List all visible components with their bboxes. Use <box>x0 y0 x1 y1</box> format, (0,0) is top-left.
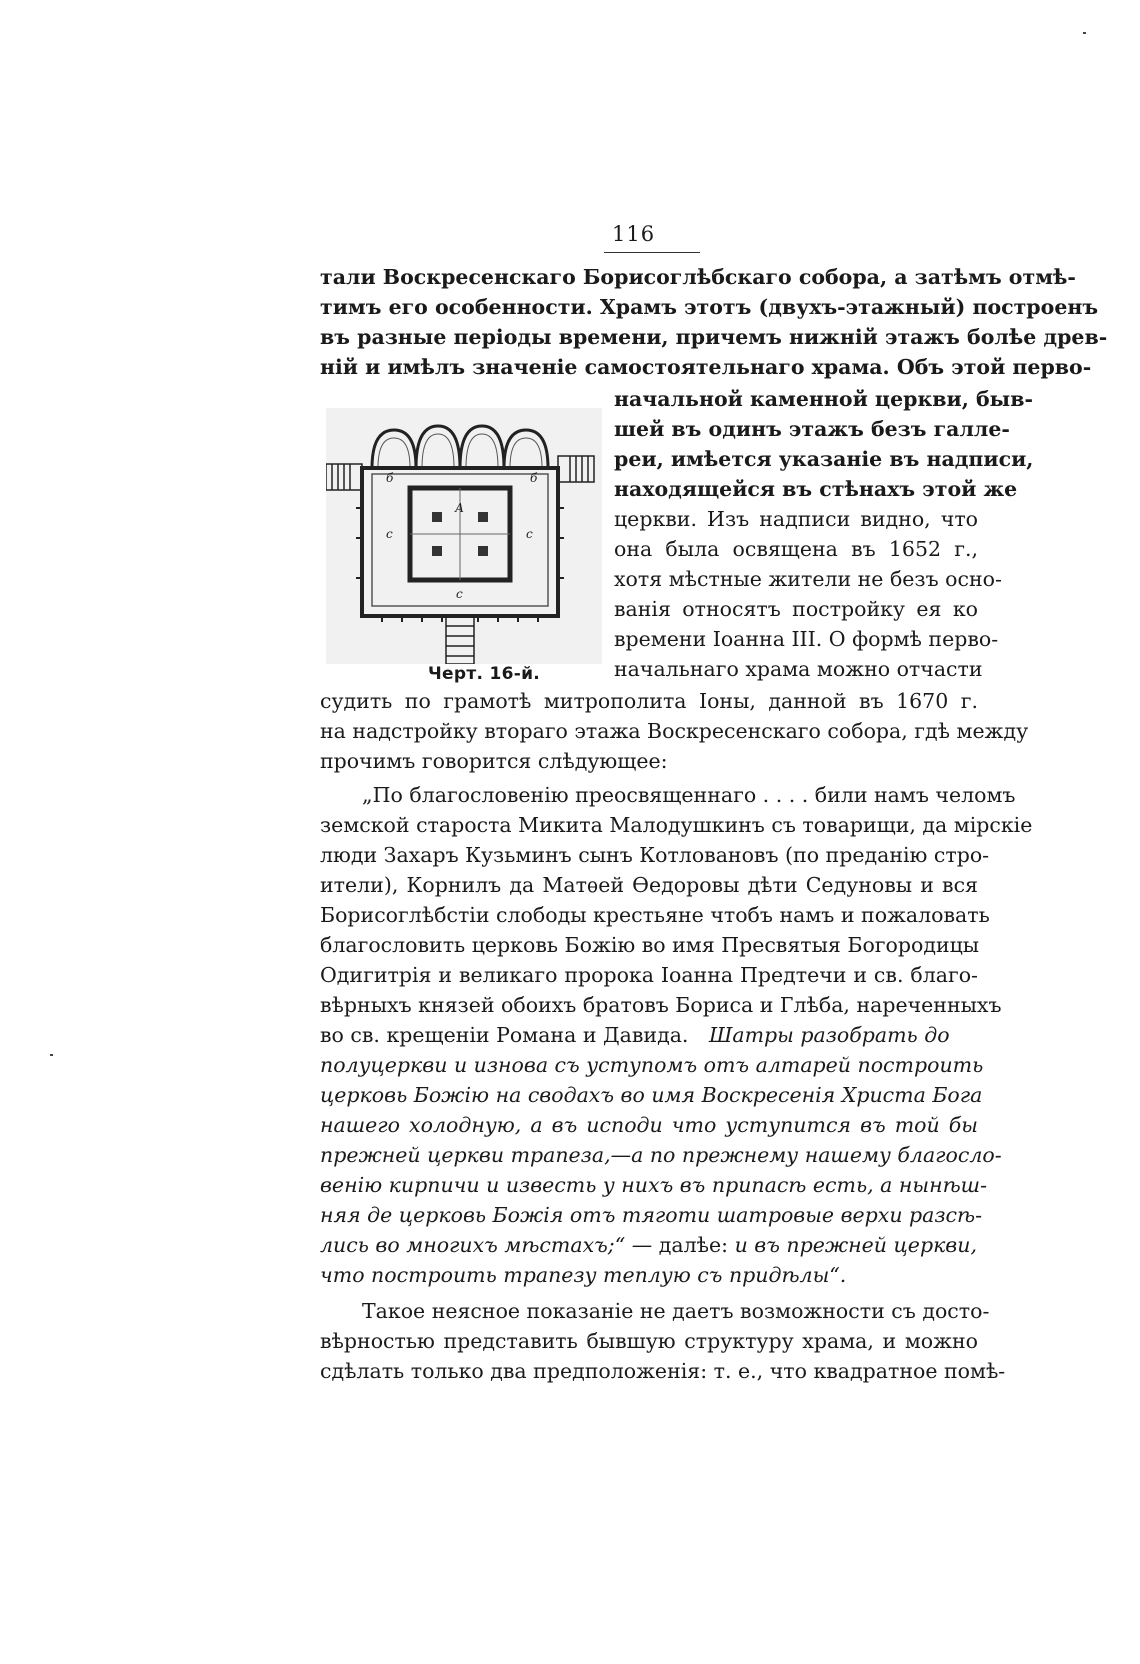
text-line: прежней церкви трапеза,—а по прежнему нашему благосло- <box>320 1143 1002 1167</box>
text-line: Такое неясное показаніе не даетъ возможности съ досто- <box>362 1299 990 1323</box>
text-line: люди Захаръ Кузьминъ сынъ Котлованoвъ (по преданію стро- <box>320 843 990 867</box>
text-line: времени Іоанна III. О формѣ перво- <box>614 627 999 651</box>
text-line: няя де церковь Божія отъ тяготи шатровые верхи разсѣ- <box>320 1203 983 1227</box>
text-line: церкви. Изъ надписи видно, что <box>614 507 978 531</box>
text-line: Борисоглѣбстіи слободы крестьяне чтобъ намъ и пожаловать <box>320 903 990 927</box>
text-span: во св. крещеніи Романа и Давида. <box>320 1023 689 1047</box>
figure-label-b: б <box>386 471 394 485</box>
figure-label-b: б <box>530 471 538 485</box>
text-line: тали Воскресенскаго Борисоглѣбскаго собора, а затѣмъ отмѣ- <box>320 265 1076 289</box>
text-line: находящейся въ стѣнахъ этой же <box>614 477 1018 501</box>
text-line <box>320 1230 977 1260</box>
text-line: тимъ его особенности. Храмъ этотъ (двухъ-этажный) построенъ <box>320 295 1099 319</box>
text-line: полуцеркви и изнова съ уступомъ отъ алтарей построить <box>320 1053 984 1077</box>
text-line: вѣрныхъ князей обоихъ братовъ Бориса и Глѣба, нареченныхъ <box>320 993 1002 1017</box>
text-line: судить по грамотѣ митрополита Іоны, данной въ 1670 г. <box>320 689 978 713</box>
figure-label-c: с <box>456 587 463 601</box>
floor-plan-drawing <box>326 408 602 664</box>
text-line: что построить трапезу теплую съ придѣлы“. <box>320 1263 847 1287</box>
text-line: шей въ одинъ этажъ безъ галле- <box>614 417 1010 441</box>
text-line: Одигитрія и великаго пророка Іоанна Предтечи и св. благо- <box>320 963 978 987</box>
figure-label-c: с <box>526 527 533 541</box>
text-line: въ разные періоды времени, причемъ нижній этажъ болѣе древ- <box>320 325 1108 349</box>
figure-caption: Черт. 16-й. <box>428 664 541 684</box>
text-line: вѣрностью представить бывшую структуру храма, и можно <box>320 1329 978 1353</box>
text-line: на надстройку втораго этажа Воскресенскаго собора, гдѣ между <box>320 719 1029 743</box>
text-line: ители), Корнилъ да Матѳей Ѳедоровы дѣти Седуновы и вся <box>320 873 978 897</box>
text-line: нашего холодную, а въ исподи что уступится въ той бы <box>320 1113 978 1137</box>
text-line: прочимъ говорится слѣдующее: <box>320 749 668 773</box>
scan-speck <box>1083 32 1086 34</box>
text-line: церковь Божію на сводахъ во имя Воскресенія Христа Бога <box>320 1083 983 1107</box>
text-line: начальнаго храма можно отчасти <box>614 657 983 681</box>
church-floor-plan-figure <box>326 408 602 664</box>
italic-span: Шатры разобрать до <box>708 1023 950 1047</box>
text-line: ній и имѣлъ значеніе самостоятельнаго храма. Объ этой перво- <box>320 355 1092 379</box>
page-number-rule <box>604 252 700 254</box>
text-line: сдѣлать только два предположенія: т. е., что квадратное помѣ- <box>320 1359 1006 1383</box>
scan-speck <box>50 1054 53 1056</box>
figure-label-a: А <box>455 501 465 515</box>
text-line: венію кирпичи и известь у нихъ въ припасѣ есть, а нынѣш- <box>320 1173 988 1197</box>
text-line: благословить церковь Божію во имя Пресвятыя Богородицы <box>320 933 980 957</box>
text-span: далѣе: <box>658 1233 729 1257</box>
text-line: она была освящена въ 1652 г., <box>614 537 978 561</box>
text-line: начальной каменной церкви, быв- <box>614 387 1033 411</box>
italic-span: лись во многихъ мѣстахъ;“ — <box>320 1233 653 1257</box>
text-line: „По благословенію преосвященнаго . . . . били намъ челомъ <box>362 783 1016 807</box>
text-line <box>320 1020 950 1050</box>
page-number: 116 <box>612 222 656 246</box>
text-line: ванія относятъ постройку ея ко <box>614 597 978 621</box>
text-line: реи, имѣется указаніе въ надписи, <box>614 447 1034 471</box>
text-line: хотя мѣстные жители не безъ осно- <box>614 567 1002 591</box>
italic-span: и въ прежней церкви, <box>734 1233 977 1257</box>
figure-label-c: с <box>386 527 393 541</box>
text-line: земской староста Микита Малодушкинъ съ товарищи, да мірскіе <box>320 813 1033 837</box>
